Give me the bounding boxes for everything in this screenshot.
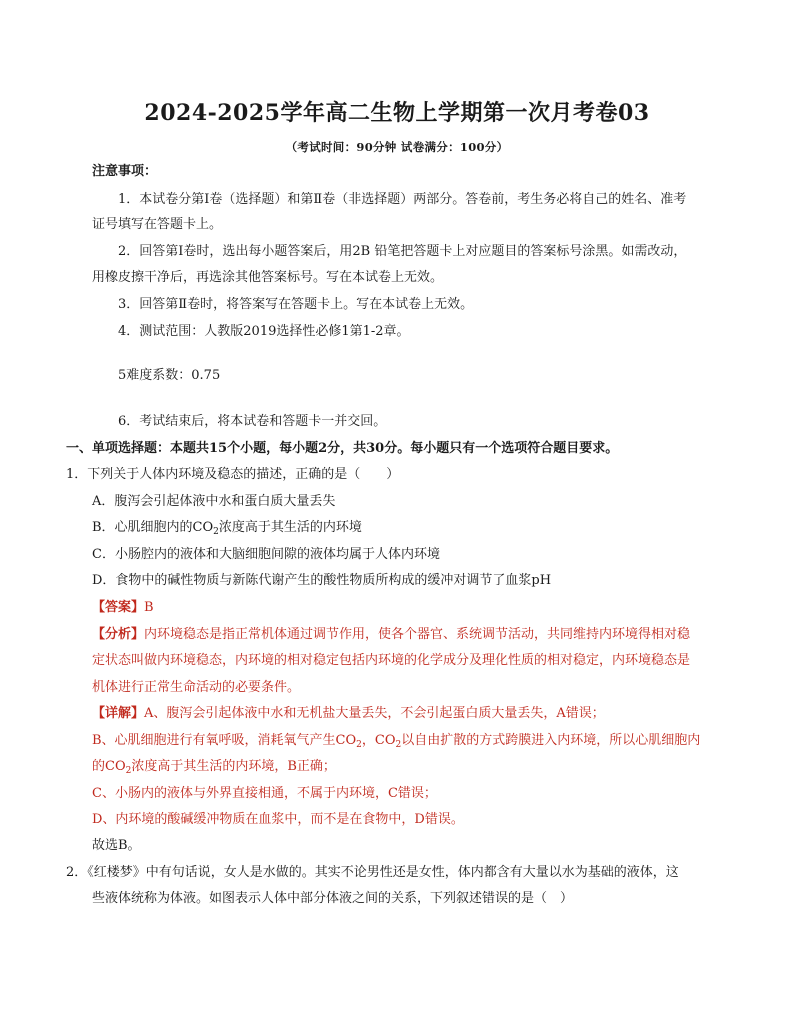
- notice-heading: 注意事项：: [92, 164, 158, 179]
- page-title: 2024-2025学年高二生物上学期第一次月考卷03: [144, 100, 650, 126]
- q1-detail-c: C、小肠内的液体与外界直接相通，不属于内环境，C错误；: [92, 786, 437, 801]
- q1-analysis-cont-1: 定状态叫做内环境稳态，内环境的相对稳定包括内环境的化学成分及理化性质的相对稳定，内环境稳态是: [92, 653, 691, 668]
- q1-detail-d: D、内环境的酸碱缓冲物质在血浆中，而不是在食物中，D错误。: [92, 812, 464, 827]
- notice-item-3: 3．回答第Ⅱ卷时，将答案写在答题卡上。写在本试卷上无效。: [118, 297, 474, 312]
- notice-item-4: 4．测试范围：人教版2019选择性必修1第1-2章。: [118, 324, 410, 339]
- q1-option-b: B．心肌细胞内的$CO_2$浓度高于其生活的内环境: [92, 520, 362, 537]
- notice-item-6: 6．考试结束后，将本试卷和答题卡一并交回。: [118, 414, 387, 429]
- notice-item-1-cont: 证号填写在答题卡上。: [92, 217, 223, 232]
- q1-analysis-cont-2: 机体进行正常生命活动的必要条件。: [92, 680, 301, 695]
- notice-item-5: 5难度系数：0.75: [118, 368, 221, 383]
- q2-stem: 2．《红楼梦》中有句话说，女人是水做的。其实不论男性还是女性，体内都含有大量以水为基础的液体，这: [66, 865, 679, 880]
- q2-stem-cont: 些液体统称为体液。如图表示人体中部分体液之间的关系，下列叙述错误的是（ ）: [92, 891, 574, 906]
- exam-info: （考试时间：90分钟 试卷满分：100分）: [285, 140, 509, 154]
- section-heading: 一、单项选择题：本题共15个小题，每小题2分，共30分。每小题只有一个选项符合题目要求。: [66, 441, 619, 456]
- notice-item-2-cont: 用橡皮擦干净后，再选涂其他答案标号。写在本试卷上无效。: [92, 270, 444, 285]
- q1-answer: 【答案】B: [92, 600, 154, 615]
- q1-option-c: C．小肠腔内的液体和大脑细胞间隙的液体均属于人体内环境: [92, 547, 440, 562]
- q1-detail-a: 【详解】A、腹泻会引起体液中水和无机盐大量丢失，不会引起蛋白质大量丢失，A错误；: [92, 706, 605, 721]
- q1-detail-b: B、心肌细胞进行有氧呼吸，消耗氧气产生$CO_2$，$CO_2$以自由扩散的方式跨膜进入内环境，所以心肌细胞内: [92, 733, 701, 750]
- q1-option-a: A．腹泻会引起体液中水和蛋白质大量丢失: [92, 494, 336, 509]
- q1-analysis: 【分析】内环境稳态是指正常机体通过调节作用，使各个器官、系统调节活动，共同维持内环境得相对稳: [92, 627, 691, 642]
- q1-stem: 1．下列关于人体内环境及稳态的描述，正确的是（ ）: [66, 467, 400, 482]
- q1-detail-b-cont: 的$CO_2$浓度高于其生活的内环境，B正确；: [92, 759, 336, 776]
- q1-conclusion: 故选B。: [92, 838, 141, 853]
- notice-item-1: 1．本试卷分第Ⅰ卷（选择题）和第Ⅱ卷（非选择题）两部分。答卷前，考生务必将自己的姓名、准考: [118, 192, 687, 207]
- notice-item-2: 2．回答第Ⅰ卷时，选出每小题答案后，用2B 铅笔把答题卡上对应题目的答案标号涂黑。如需改动，: [118, 244, 687, 259]
- q1-option-d: D．食物中的碱性物质与新陈代谢产生的酸性物质所构成的缓冲对调节了血浆pH: [92, 573, 552, 588]
